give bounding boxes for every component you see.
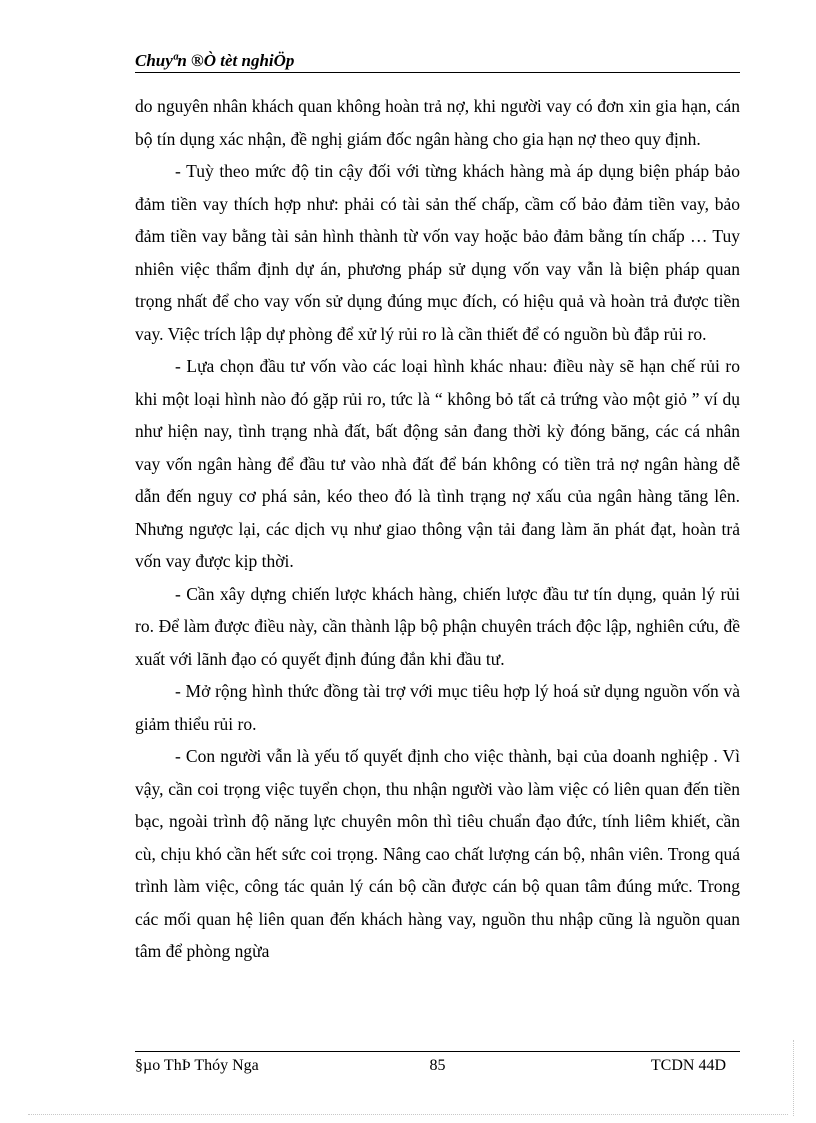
document-title: Chuyªn ®Ò tèt nghiÖp — [135, 51, 295, 70]
page-border-right — [793, 1040, 794, 1116]
paragraph: - Cần xây dựng chiến lược khách hàng, chiến lược đầu tư tín dụng, quản lý rủi ro. Để làm được điều này, cần thành lập bộ phận chuyên trách độc lập, nghiên cứu, đề xuất với lãnh đạo có quyết định đúng đắn khi đầu tư. — [135, 583, 740, 669]
paragraph: - Tuỳ theo mức độ tin cậy đối với từng khách hàng mà áp dụng biện pháp bảo đảm tiền vay thích hợp như: phải có tài sản thế chấp, cầm cố bảo đảm tiền vay, bảo đảm tiền vay bằng tài sản hình thành từ vốn vay hoặc bảo đảm bằng tín chấp … Tuy nhiên việc thẩm định dự án, phương pháp sử dụng vốn vay vẫn là biện pháp quan trọng nhất để cho vay vốn sử dụng đúng mục đích, có hiệu quả và hoàn trả được tiền vay. Việc trích lập dự phòng để xử lý rủi ro là cần thiết để có nguồn bù đắp rủi ro. — [135, 161, 740, 344]
page-header — [135, 50, 740, 73]
paragraph: do nguyên nhân khách quan không hoàn trả nợ, khi người vay có đơn xin gia hạn, cán bộ tín dụng xác nhận, đề nghị giám đốc ngân hàng cho gia hạn nợ theo quy định. — [135, 96, 740, 149]
footer-author: §µo ThÞ Thóy Nga — [135, 1057, 259, 1074]
body-text — [135, 90, 740, 968]
paragraph: - Mở rộng hình thức đồng tài trợ với mục tiêu hợp lý hoá sử dụng nguồn vốn và giảm thiểu rủi ro. — [135, 681, 740, 734]
paragraph: - Lựa chọn đầu tư vốn vào các loại hình khác nhau: điều này sẽ hạn chế rủi ro khi một loại hình nào đó gặp rủi ro, tức là “ không bỏ tất cả trứng vào một giỏ ” ví dụ như hiện nay, tình trạng nhà đất, bất động sản đang thời kỳ đóng băng, các cá nhân vay vốn ngân hàng để đầu tư vào nhà đất để bán không có tiền trả nợ ngân hàng dễ dẫn đến nguy cơ phá sản, kéo theo đó là tình trạng nợ xấu của ngân hàng tăng lên. Nhưng ngược lại, các dịch vụ như giao thông vận tải đang làm ăn phát đạt, hoàn trả vốn vay được kịp thời. — [135, 356, 740, 571]
page-footer — [135, 1051, 740, 1080]
paragraph: - Con người vẫn là yếu tố quyết định cho việc thành, bại của doanh nghiệp . Vì vậy, cần coi trọng việc tuyển chọn, thu nhận người vào làm việc có liên quan đến tiền bạc, ngoài trình độ năng lực chuyên môn thì tiêu chuẩn đạo đức, tính liêm khiết, cần cù, chịu khó cần hết sức coi trọng. Nâng cao chất lượng cán bộ, nhân viên. Trong quá trình làm việc, công tác quản lý cán bộ cần được cán bộ quan tâm đúng mức. Trong các mối quan hệ liên quan đến khách hàng vay, nguồn thu nhập cũng là nguồn quan tâm để phòng ngừa — [135, 746, 740, 961]
page-border-bottom — [28, 1114, 788, 1115]
page-number: 85 — [429, 1057, 446, 1074]
footer-class-code: TCDN 44D — [650, 1057, 726, 1074]
